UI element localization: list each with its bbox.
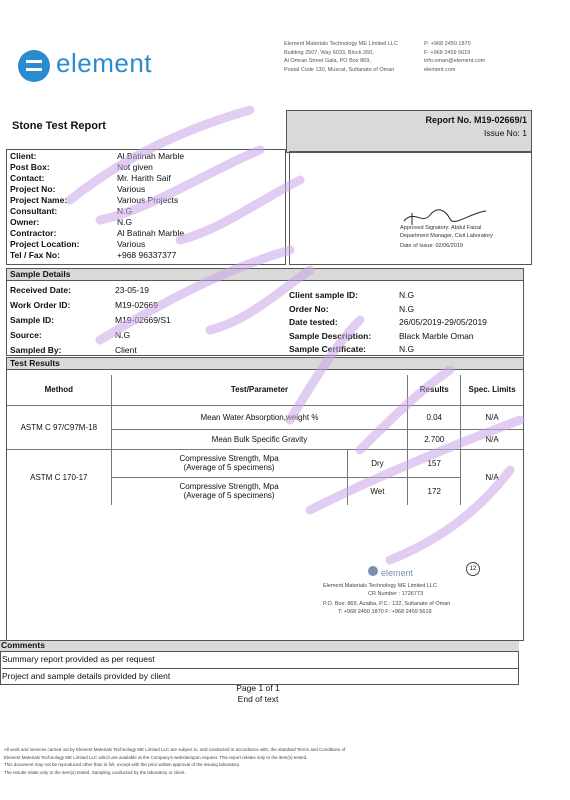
comment-line: Summary report provided as per request bbox=[2, 654, 155, 664]
field-value: Black Marble Oman bbox=[399, 330, 474, 341]
param-cell bbox=[111, 477, 347, 505]
result-cell: 172 bbox=[408, 477, 461, 505]
field-value: 26/05/2019-29/05/2019 bbox=[399, 317, 487, 327]
field-label: Client: bbox=[10, 151, 37, 161]
field-value: Various bbox=[117, 239, 146, 249]
stamp-number: 12 bbox=[466, 562, 480, 576]
fine-print-line: The results relate only to the item(s) tested. Sampling conducted by the laboratory or client. bbox=[4, 769, 186, 775]
test-results-heading: Test Results bbox=[6, 357, 524, 370]
field-value: Al Batinah Marble bbox=[117, 228, 185, 238]
field-label: Contractor: bbox=[10, 228, 57, 238]
element-logo-icon bbox=[18, 50, 50, 82]
contact-line: F: +968 2459 5619 bbox=[424, 49, 471, 56]
client-labels bbox=[10, 151, 79, 261]
address-line: Postal Code 130, Muscat, Sultanate of Oman bbox=[284, 66, 395, 73]
field-value: Al Batinah Marble bbox=[117, 151, 185, 161]
field-value: Not given bbox=[117, 162, 153, 172]
field-value: N.G bbox=[399, 290, 415, 300]
field-label: Source: bbox=[10, 330, 42, 340]
param-cell: Mean Water Absorption,weight % bbox=[111, 405, 408, 429]
contact-line: P: +968 2450 1870 bbox=[424, 41, 471, 47]
fine-print-line: All work and services carried out by Element Materials Technology ME Limited LLC are subject to, and conducted in accordance with, the standard Terms and Conditions of bbox=[4, 747, 346, 752]
result-cell: 2.700 bbox=[408, 429, 461, 449]
field-label: Order No: bbox=[289, 303, 329, 314]
company-stamp bbox=[318, 562, 478, 622]
address-line: Element Materials Technology ME Limited LLC bbox=[284, 41, 398, 47]
table-row bbox=[7, 449, 523, 477]
condition-cell: Wet bbox=[347, 477, 408, 505]
field-value: N.G bbox=[115, 330, 131, 340]
param-cell: Mean Bulk Specific Gravity bbox=[111, 429, 408, 449]
comments-heading: Comments bbox=[1, 640, 45, 650]
limit-cell: N/A bbox=[461, 429, 523, 449]
method-cell: ASTM C 97/C97M-18 bbox=[7, 405, 111, 449]
field-value: Mr. Harith Saif bbox=[117, 173, 171, 183]
signatory-title: Department Manager, Civil Laboratory bbox=[400, 233, 493, 239]
field-value: Client bbox=[115, 345, 137, 355]
field-label: Project Name: bbox=[10, 195, 68, 205]
report-number-box bbox=[286, 110, 532, 153]
contact-line: element.com bbox=[424, 66, 456, 73]
issue-number: Issue No: 1 bbox=[484, 128, 527, 138]
comment-line: Project and sample details provided by client bbox=[2, 668, 518, 682]
param-line: (Average of 5 specimens) bbox=[183, 463, 275, 472]
sample-details-box bbox=[6, 280, 524, 356]
field-label: Received Date: bbox=[10, 285, 71, 295]
field-label: Consultant: bbox=[10, 206, 58, 216]
sample-left-values bbox=[115, 283, 171, 358]
field-label: Owner: bbox=[10, 217, 40, 227]
field-label: Sample ID: bbox=[10, 315, 54, 325]
stamp-line: P.O. Box: 869, Azaiba, P.C.: 132, Sultanate of Oman bbox=[323, 601, 451, 607]
stamp-brand: element bbox=[381, 568, 414, 578]
result-cell: 0.04 bbox=[408, 405, 461, 429]
field-value: N.G bbox=[117, 206, 133, 216]
field-value: Various Projects bbox=[117, 195, 179, 205]
sample-right-labels bbox=[289, 289, 371, 357]
logo-text: element bbox=[56, 48, 152, 78]
company-address bbox=[284, 40, 424, 74]
client-info-box bbox=[6, 149, 286, 265]
field-label: Date tested: bbox=[289, 317, 338, 327]
stamp-logo-icon bbox=[368, 566, 378, 576]
field-label: Sample Description: bbox=[289, 330, 372, 341]
stamp-line: T: +968 2450 1870 F: +968 2459 5619 bbox=[338, 609, 432, 615]
field-label: Tel / Fax No: bbox=[10, 250, 60, 260]
col-header-param: Test/Parameter bbox=[111, 375, 408, 405]
issue-date: Date of Issue: 02/06/2019 bbox=[400, 243, 463, 249]
client-values bbox=[117, 151, 184, 261]
company-contact bbox=[424, 40, 534, 74]
page-title: Stone Test Report bbox=[12, 120, 106, 132]
sample-details-heading: Sample Details bbox=[6, 268, 524, 281]
table-header-row bbox=[7, 375, 523, 405]
field-label: Sampled By: bbox=[10, 345, 62, 355]
field-value: M19-02669/S1 bbox=[115, 315, 171, 325]
field-label: Project Location: bbox=[10, 239, 80, 249]
contact-line: info.oman@element.com bbox=[424, 58, 486, 64]
field-label: Contact: bbox=[10, 173, 45, 183]
comments-box bbox=[0, 651, 519, 685]
param-line: Compressive Strength, Mpa bbox=[179, 454, 279, 463]
limit-cell: N/A bbox=[461, 449, 523, 505]
field-value: 23-05-19 bbox=[115, 285, 150, 295]
param-line: Compressive Strength, Mpa bbox=[179, 482, 279, 492]
report-number: Report No. M19-02669/1 bbox=[425, 115, 527, 125]
stamp-line: Element Materials Technology ME Limited LLC bbox=[323, 583, 437, 589]
field-label: Project No: bbox=[10, 184, 56, 194]
param-cell bbox=[111, 449, 347, 477]
signatory-box bbox=[289, 151, 532, 265]
field-value: N.G bbox=[117, 217, 133, 227]
limit-cell: N/A bbox=[461, 405, 523, 429]
result-cell: 157 bbox=[408, 449, 461, 477]
address-line: Al Omran Street Gala, PO Box 869, bbox=[284, 58, 371, 64]
signatory-name: Approved Signatory: Abdul Faizal bbox=[400, 225, 482, 231]
results-table bbox=[7, 375, 523, 505]
stamp-line: CR Number : 1726773 bbox=[368, 591, 424, 597]
field-label: Client sample ID: bbox=[289, 290, 358, 300]
param-line: (Average of 5 specimens) bbox=[183, 491, 275, 501]
field-value: N.G bbox=[399, 303, 415, 314]
field-value: M19-02669 bbox=[115, 300, 159, 310]
address-line: Building 2507, Way 6033, Block 260, bbox=[284, 49, 374, 56]
page-number: Page 1 of 1 bbox=[236, 683, 280, 693]
fine-print bbox=[4, 746, 384, 776]
table-row bbox=[7, 405, 523, 429]
field-value: Various bbox=[117, 184, 146, 194]
col-header-method: Method bbox=[7, 375, 111, 405]
field-value: N.G bbox=[399, 344, 415, 354]
field-label: Post Box: bbox=[10, 162, 50, 172]
field-value: +968 96337377 bbox=[117, 250, 177, 260]
col-header-results: Results bbox=[408, 375, 461, 405]
sample-right-values bbox=[399, 289, 487, 357]
method-cell: ASTM C 170-17 bbox=[7, 449, 111, 505]
fine-print-line: Element Materials Technology ME Limited LLC which are available at the Company's website/upon request. This report relates only to the item(s) tested. bbox=[4, 754, 308, 760]
condition-cell: Dry bbox=[347, 449, 408, 477]
sample-left-labels bbox=[10, 283, 71, 358]
field-label: Work Order ID: bbox=[10, 300, 71, 310]
end-of-text: End of text bbox=[237, 694, 279, 704]
col-header-limits: Spec. Limits bbox=[461, 375, 523, 405]
field-label: Sample Certificate: bbox=[289, 344, 366, 354]
fine-print-line: This document may not be reproduced other than in full, except with the prior written approval of the issuing laboratory. bbox=[4, 762, 241, 767]
